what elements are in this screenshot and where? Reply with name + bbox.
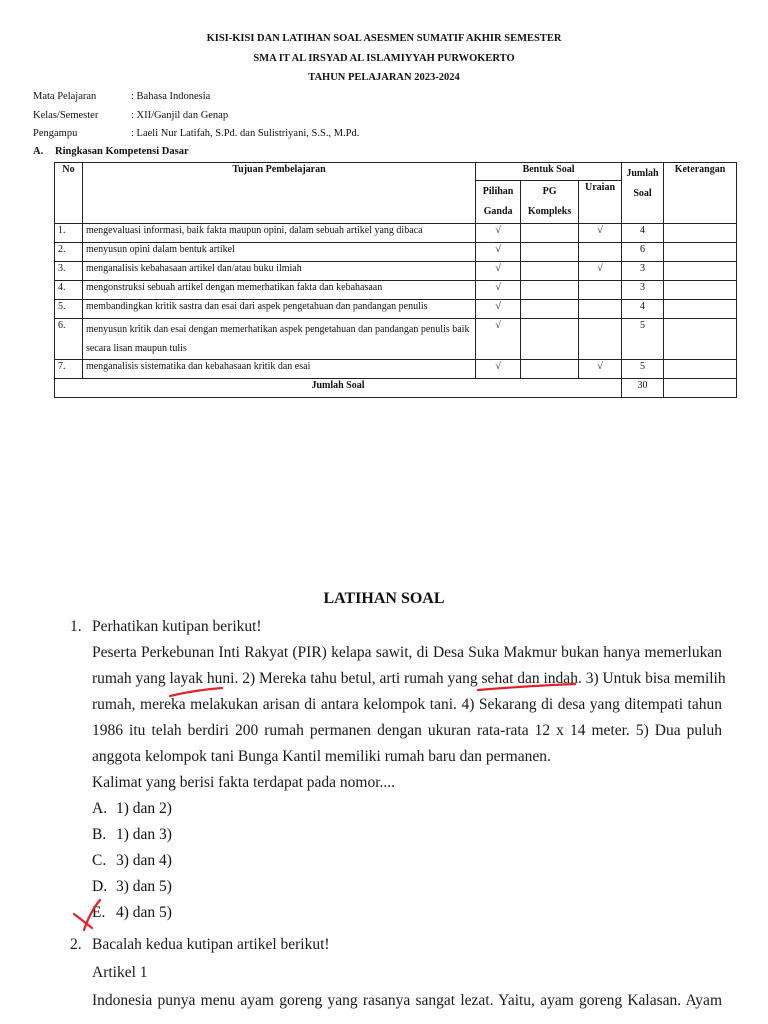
- cell-pg: √: [476, 319, 521, 360]
- meta-value: : Bahasa Indonesia: [131, 91, 211, 102]
- cell-keterangan: [663, 360, 736, 379]
- competency-table: [54, 162, 737, 398]
- header-jumlah-line2: Soal: [633, 188, 652, 199]
- q1-passage-line: 1986 itu telah berdiri 200 rumah permanen dengan ukuran rata-rata 12 x 14 meter. 5) Dua puluh: [92, 722, 722, 739]
- cell-uraian: √: [579, 360, 622, 379]
- meta-teacher: [33, 128, 359, 139]
- header-uraian: Uraian: [579, 181, 622, 224]
- cell-jumlah: 3: [622, 281, 664, 300]
- option-letter: A.: [92, 800, 108, 817]
- cell-jumlah: 5: [622, 319, 664, 360]
- meta-key: Pengampu: [33, 128, 78, 139]
- cell-no: 2.: [55, 243, 83, 262]
- q2-prompt: Bacalah kedua kutipan artikel berikut!: [92, 936, 330, 953]
- header-pg-line2: Ganda: [483, 206, 513, 217]
- cell-pgk: [521, 319, 579, 360]
- cell-no: 5.: [55, 300, 83, 319]
- section-a-number: A.: [33, 146, 44, 157]
- cell-pg: √: [476, 360, 521, 379]
- cell-tujuan: mengevaluasi informasi, baik fakta maupun opini, dalam sebuah artikel yang dibaca: [82, 224, 475, 243]
- doc-title-line-3: TAHUN PELAJARAN 2023-2024: [308, 72, 460, 83]
- header-tujuan: Tujuan Pembelajaran: [82, 163, 475, 224]
- meta-key: Mata Pelajaran: [33, 91, 97, 102]
- header-bentuk-soal: Bentuk Soal: [476, 163, 622, 181]
- q1-option-b[interactable]: [92, 826, 172, 844]
- cell-pgk: [521, 300, 579, 319]
- option-text: 4) dan 5): [116, 904, 172, 921]
- section-a-title: Ringkasan Kompetensi Dasar: [55, 146, 189, 157]
- cell-pg: √: [476, 262, 521, 281]
- cell-uraian: √: [579, 224, 622, 243]
- cell-pg: √: [476, 243, 521, 262]
- cell-no: 4.: [55, 281, 83, 300]
- meta-value: : XII/Ganjil dan Genap: [131, 110, 229, 121]
- cell-tujuan: menganalisis sistematika dan kebahasaan kritik dan esai: [82, 360, 475, 379]
- header-pilihan-ganda: [476, 181, 521, 224]
- option-text: 3) dan 5): [116, 878, 172, 895]
- q1-passage: [92, 640, 726, 770]
- q1-question: Kalimat yang berisi fakta terdapat pada nomor....: [92, 774, 396, 791]
- cell-keterangan: [663, 300, 736, 319]
- header-jumlah-soal: [622, 163, 664, 224]
- header-pg-kompleks: [521, 181, 579, 224]
- q1-option-a[interactable]: [92, 800, 172, 818]
- cell-tujuan: mengonstruksi sebuah artikel dengan memerhatikan fakta dan kebahasaan: [82, 281, 475, 300]
- q2-passage-line: Indonesia punya menu ayam goreng yang rasanya sangat lezat. Yaitu, ayam goreng Kalasan. Ayam: [92, 992, 722, 1009]
- option-text: 1) dan 2): [116, 800, 172, 817]
- cell-keterangan: [663, 379, 736, 398]
- q1-passage-line: Peserta Perkebunan Inti Rakyat (PIR) kelapa sawit, di Desa Suka Makmur bukan hanya memerlukan: [92, 644, 722, 661]
- cell-uraian: [579, 281, 622, 300]
- cell-keterangan: [663, 281, 736, 300]
- cell-jumlah: 6: [622, 243, 664, 262]
- header-no: No: [55, 163, 83, 224]
- meta-subject: [33, 91, 210, 102]
- header-jumlah-line1: Jumlah: [626, 168, 659, 179]
- section-a-heading: [33, 146, 189, 157]
- option-letter: E.: [92, 904, 106, 921]
- header-pgk-line1: PG: [542, 186, 557, 197]
- q1-prompt: Perhatikan kutipan berikut!: [92, 618, 262, 635]
- cell-pg: √: [476, 224, 521, 243]
- meta-class: [33, 110, 228, 121]
- meta-key: Kelas/Semester: [33, 110, 99, 121]
- table-row: [55, 281, 737, 300]
- cell-pgk: [521, 281, 579, 300]
- cell-keterangan: [663, 262, 736, 281]
- q1-number: 1.: [70, 618, 82, 635]
- option-letter: C.: [92, 852, 107, 869]
- table-total-row: [55, 379, 737, 398]
- cell-keterangan: [663, 319, 736, 360]
- cell-no: 3.: [55, 262, 83, 281]
- cell-no: 1.: [55, 224, 83, 243]
- option-text: 3) dan 4): [116, 852, 172, 869]
- option-text: 1) dan 3): [116, 826, 172, 843]
- q1-passage-line: rumah yang layak huni. 2) Mereka tahu betul, arti rumah yang sehat dan indah. 3) Untuk bisa memilih: [92, 670, 726, 687]
- total-label: Jumlah Soal: [55, 379, 622, 398]
- cell-no: 6.: [55, 319, 83, 360]
- cell-uraian: √: [579, 262, 622, 281]
- q1-option-c[interactable]: [92, 852, 172, 870]
- total-value: 30: [622, 379, 664, 398]
- cell-keterangan: [663, 224, 736, 243]
- header-pg-line1: Pilihan: [482, 186, 514, 197]
- cell-keterangan: [663, 243, 736, 262]
- cell-tujuan: menganalisis kebahasaan artikel dan/atau buku ilmiah: [82, 262, 475, 281]
- cell-uraian: [579, 243, 622, 262]
- doc-title-line-1: KISI-KISI DAN LATIHAN SOAL ASESMEN SUMATIF AKHIR SEMESTER: [206, 33, 562, 44]
- cell-jumlah: 4: [622, 300, 664, 319]
- header-pgk-line2: Kompleks: [527, 206, 572, 217]
- q1-passage-line: anggota kelompok tani Bunga Kantil memiliki rumah baru dan permanen.: [92, 748, 551, 765]
- cell-jumlah: 5: [622, 360, 664, 379]
- doc-title-line-2: SMA IT AL IRSYAD AL ISLAMIYYAH PURWOKERTO: [253, 53, 515, 64]
- table-row: [55, 319, 737, 360]
- cell-tujuan: menyusun kritik dan esai dengan memerhatikan aspek pengetahuan dan pandangan penulis baik secara lisan maupun tulis: [82, 319, 475, 360]
- cell-tujuan: membandingkan kritik sastra dan esai dari aspek pengetahuan dan pandangan penulis: [82, 300, 475, 319]
- cell-jumlah: 3: [622, 262, 664, 281]
- q1-passage-line: rumah, mereka melakukan arisan di antara kelompok tani. 4) Sekarang di desa yang ditempati tahun: [92, 696, 722, 713]
- q2-number: 2.: [70, 936, 82, 953]
- table-row: [55, 224, 737, 243]
- cell-jumlah: 4: [622, 224, 664, 243]
- table-row: [55, 243, 737, 262]
- cell-pgk: [521, 224, 579, 243]
- cell-pgk: [521, 262, 579, 281]
- cell-pgk: [521, 243, 579, 262]
- option-letter: B.: [92, 826, 107, 843]
- q1-option-e[interactable]: [92, 904, 172, 922]
- table-row: [55, 360, 737, 379]
- q2-passage: [92, 988, 722, 1014]
- q2-article-label: Artikel 1: [92, 964, 148, 981]
- cell-pg: √: [476, 300, 521, 319]
- q1-option-d[interactable]: [92, 878, 172, 896]
- cell-pgk: [521, 360, 579, 379]
- header-keterangan: Keterangan: [663, 163, 736, 224]
- cell-uraian: [579, 300, 622, 319]
- cell-tujuan: menyusun opini dalam bentuk artikel: [82, 243, 475, 262]
- cell-uraian: [579, 319, 622, 360]
- option-letter: D.: [92, 878, 108, 895]
- table-row: [55, 262, 737, 281]
- cell-no: 7.: [55, 360, 83, 379]
- latihan-title: LATIHAN SOAL: [323, 590, 445, 607]
- meta-value: : Laeli Nur Latifah, S.Pd. dan Sulistriyani, S.S., M.Pd.: [131, 128, 360, 139]
- table-row: [55, 300, 737, 319]
- cell-pg: √: [476, 281, 521, 300]
